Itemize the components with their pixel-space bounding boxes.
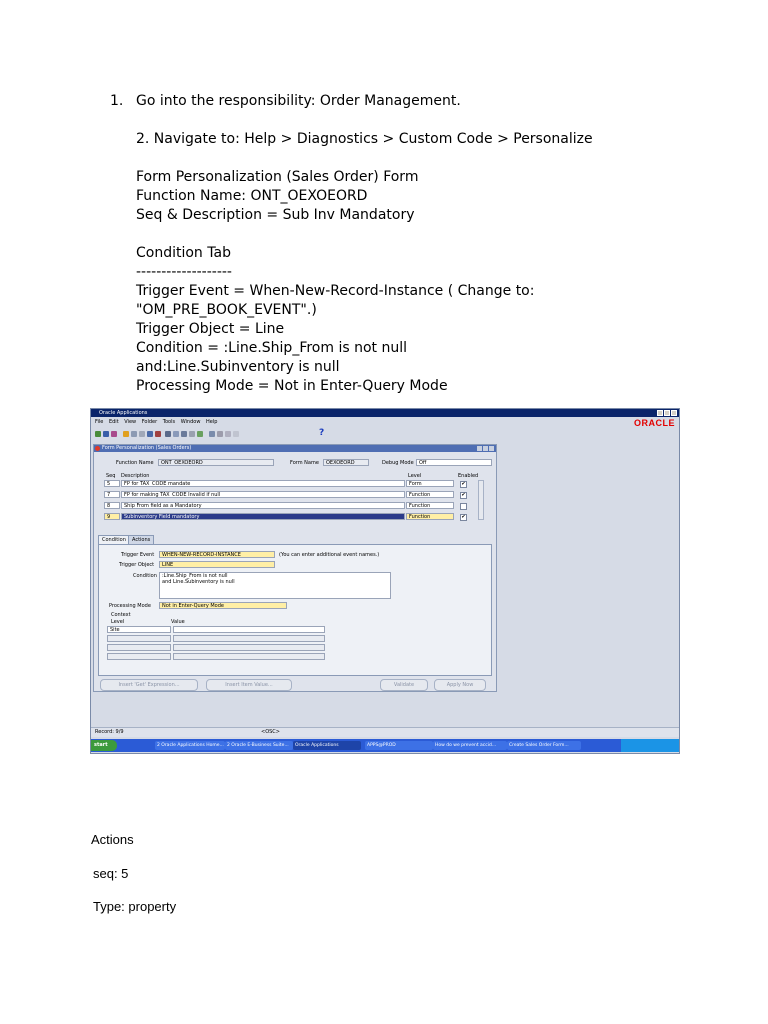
form-window-controls	[477, 446, 494, 451]
tools-icon[interactable]	[233, 431, 239, 437]
record-icon[interactable]	[147, 431, 153, 437]
app-title: Oracle Applications	[99, 410, 148, 416]
apply-now-button[interactable]: Apply Now	[434, 679, 486, 691]
menu-folder[interactable]: Folder	[141, 419, 158, 425]
form-minimize-icon[interactable]	[477, 446, 482, 451]
window-controls	[657, 410, 677, 416]
condition-continuation: and:Line.Subinventory is null	[136, 359, 340, 375]
context-value-field[interactable]	[173, 644, 325, 651]
taskbar-item[interactable]: 2 Oracle Applications Home...	[157, 743, 224, 748]
open-icon[interactable]	[95, 431, 101, 437]
function-line: Function Name: ONT_OEXOEORD	[136, 188, 368, 204]
status-osc: <OSC>	[261, 729, 280, 735]
find-icon[interactable]	[139, 431, 145, 437]
app-titlebar	[91, 409, 679, 417]
context-value-field[interactable]	[173, 635, 325, 642]
rule-description[interactable]: Ship From field as a Mandatory	[121, 502, 405, 509]
taskbar-item[interactable]: Create Sales Order Form...	[507, 741, 581, 750]
zoom-icon[interactable]	[131, 431, 137, 437]
trigger-event-hint: (You can enter additional event names.)	[279, 552, 380, 558]
menu-tools[interactable]: Tools	[162, 419, 176, 425]
divider-line: -------------------	[136, 264, 232, 280]
start-button[interactable]: start	[91, 740, 117, 751]
system-tray	[621, 739, 679, 752]
processing-mode-line: Processing Mode = Not in Enter-Query Mode	[136, 378, 448, 394]
rule-description[interactable]: FP for TAX_CODE mandate	[121, 480, 405, 487]
minimize-icon[interactable]	[657, 410, 663, 416]
col-description: Description	[121, 473, 150, 479]
actions-heading: Actions	[91, 832, 134, 847]
form-close-icon[interactable]	[489, 446, 494, 451]
context-level-field[interactable]	[107, 644, 171, 651]
form-line: Form Personalization (Sales Order) Form	[136, 169, 419, 185]
rule-seq-selected[interactable]: 9	[104, 513, 120, 520]
menu-view[interactable]: View	[124, 419, 137, 425]
trigger-object-label: Trigger Object	[119, 562, 155, 568]
context-value-label: Value	[171, 619, 185, 625]
form-personalization-window	[93, 444, 497, 692]
trigger-event-field[interactable]: WHEN-NEW-RECORD-INSTANCE	[159, 551, 275, 558]
print-icon[interactable]	[111, 431, 117, 437]
form-name-field[interactable]: OEXOEORD	[323, 459, 369, 466]
rule-seq[interactable]: 7	[104, 491, 120, 498]
save-icon[interactable]	[103, 431, 109, 437]
rule-enabled-checkbox[interactable]: ✔	[461, 492, 466, 498]
context-level-field[interactable]	[107, 635, 171, 642]
col-seq: Seq	[106, 473, 116, 479]
trigger-event-label: Trigger Event	[121, 552, 155, 558]
actions-seq: seq: 5	[93, 866, 129, 881]
trigger-event-line: Trigger Event = When-New-Record-Instance ( Change to:	[136, 283, 535, 299]
context-value-field[interactable]	[173, 626, 325, 633]
rule-enabled-checkbox[interactable]: ✔	[461, 481, 466, 487]
taskbar-item-active[interactable]: Oracle Applications	[293, 741, 361, 750]
menu-bar	[91, 418, 679, 427]
tab-condition[interactable]: Condition	[98, 535, 130, 545]
rule-enabled-checkbox[interactable]	[460, 503, 467, 510]
col-enabled: Enabled	[458, 473, 479, 479]
windows-taskbar	[91, 739, 679, 752]
context-level-label: Level	[111, 619, 125, 625]
rule-seq[interactable]: 5	[104, 480, 120, 487]
taskbar-item[interactable]: How do we prevent accid...	[433, 741, 507, 750]
context-value-field[interactable]	[173, 653, 325, 660]
debug-mode-select[interactable]: Off	[416, 459, 492, 466]
cut-icon[interactable]	[165, 431, 171, 437]
maximize-icon[interactable]	[664, 410, 670, 416]
list-number: 1.	[110, 93, 124, 109]
trigger-event-continuation: "OM_PRE_BOOK_EVENT".)	[136, 302, 317, 318]
navigator-icon[interactable]	[123, 431, 129, 437]
condition-line: Condition = :Line.Ship_From is not null	[136, 340, 407, 356]
form-title: Form Personalization (Sales Orders)	[102, 445, 192, 451]
validate-button[interactable]: Validate	[380, 679, 428, 691]
trigger-object-field[interactable]: LINE	[159, 561, 275, 568]
copy-icon[interactable]	[173, 431, 179, 437]
actions-type: Type: property	[93, 899, 177, 914]
step-1: Go into the responsibility: Order Management.	[136, 93, 461, 109]
help-icon[interactable]: ?	[319, 428, 325, 438]
rules-scrollbar[interactable]	[478, 480, 484, 520]
form-maximize-icon[interactable]	[483, 446, 488, 451]
status-bar	[91, 727, 679, 737]
close-icon[interactable]	[671, 410, 677, 416]
rule-level[interactable]: Function	[406, 491, 454, 498]
rule-description[interactable]: FP for making TAX_CODE Invalid if null	[121, 491, 405, 498]
function-name-field[interactable]: ONT_OEXOEORD	[158, 459, 274, 466]
taskbar-item[interactable]: 2 Oracle E-Business Suite...	[225, 741, 293, 750]
paste-icon[interactable]	[181, 431, 187, 437]
window-icon	[95, 446, 100, 451]
clear-icon[interactable]	[189, 431, 195, 437]
form-name-label: Form Name	[290, 460, 319, 466]
toolbar	[91, 430, 679, 440]
trigger-object-line: Trigger Object = Line	[136, 321, 285, 337]
context-level-field[interactable]	[107, 653, 171, 660]
menu-edit[interactable]: Edit	[108, 419, 119, 425]
edit-icon[interactable]	[197, 431, 203, 437]
taskbar-item[interactable]: APPS@PROD	[365, 741, 433, 750]
menu-help[interactable]: Help	[206, 419, 218, 425]
form-titlebar	[94, 445, 496, 452]
delete-icon[interactable]	[155, 431, 161, 437]
translate-icon[interactable]	[225, 431, 231, 437]
processing-mode-select[interactable]: Not in Enter-Query Mode	[159, 602, 287, 609]
rule-description-selected[interactable]: Subinventory Field mandatory	[121, 513, 405, 520]
condition-panel	[98, 544, 492, 676]
condition-tab-heading: Condition Tab	[136, 245, 231, 261]
status-record: Record: 9/9	[95, 729, 124, 735]
insert-item-value-button[interactable]: Insert Item Value...	[206, 679, 292, 691]
menu-window[interactable]: Window	[180, 419, 201, 425]
context-label: Context	[111, 612, 131, 618]
embedded-screenshot	[90, 408, 680, 754]
rule-level-selected[interactable]: Function	[406, 513, 454, 520]
tab-actions[interactable]: Actions	[128, 535, 154, 545]
condition-textarea[interactable]	[159, 572, 391, 599]
instructions-body	[136, 92, 593, 396]
col-level: Level	[408, 473, 422, 479]
folder-icon[interactable]	[217, 431, 223, 437]
rule-seq[interactable]: 8	[104, 502, 120, 509]
insert-get-expression-button[interactable]: Insert 'Get' Expression...	[100, 679, 198, 691]
condition-label: Condition	[133, 573, 157, 579]
oracle-logo: ORACLE	[634, 418, 675, 428]
rule-enabled-checkbox[interactable]: ✔	[461, 514, 466, 520]
rule-level[interactable]: Form	[406, 480, 454, 487]
condition-line-1: :Line.Ship_From is not null	[162, 573, 228, 579]
step-2: 2. Navigate to: Help > Diagnostics > Custom Code > Personalize	[136, 131, 593, 147]
context-level-field[interactable]: Site	[107, 626, 171, 633]
processing-mode-label: Processing Mode	[109, 603, 151, 609]
seq-line: Seq & Description = Sub Inv Mandatory	[136, 207, 415, 223]
attach-icon[interactable]	[209, 431, 215, 437]
condition-line-2: and Line.Subinventory is null	[162, 579, 235, 585]
rule-level[interactable]: Function	[406, 502, 454, 509]
function-name-label: Function Name	[116, 460, 154, 466]
debug-mode-label: Debug Mode	[382, 460, 414, 466]
menu-file[interactable]: File	[95, 419, 104, 425]
